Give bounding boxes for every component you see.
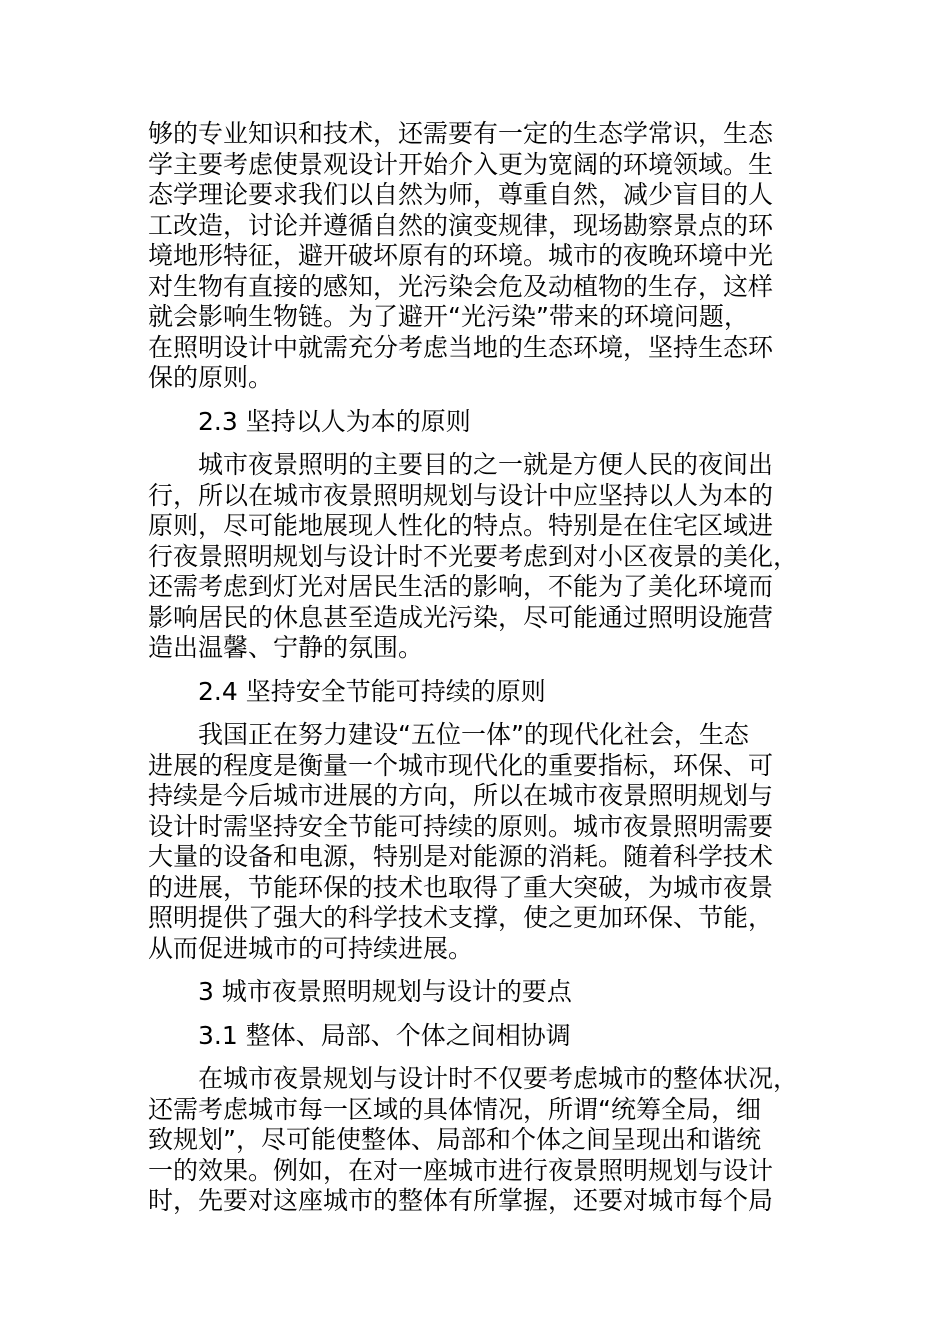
paragraph-ecology — [148, 119, 798, 394]
paragraph-people-oriented — [148, 450, 798, 664]
text-line: 一的效果。例如，在对一座城市进行夜景照明规划与设计 — [148, 1155, 774, 1185]
text-line: 够的专业知识和技术，还需要有一定的生态学常识，生态 — [148, 119, 774, 148]
text-line: 照明提供了强大的科学技术支撑，使之更加环保、节能， — [148, 903, 774, 932]
section-heading-2-3: 2.3 坚持以人为本的原则 — [198, 406, 471, 436]
text-line: 原则，尽可能地展现人性化的特点。特别是在住宅区域进 — [148, 511, 774, 540]
text-line: 态学理论要求我们以自然为师，尊重自然，减少盲目的人 — [148, 180, 774, 209]
text-line: 还需考虑城市每一区域的具体情况，所谓“统筹全局，细 — [148, 1094, 761, 1124]
text-line: 工改造，讨论并遵循自然的演变规律，现场勘察景点的环 — [148, 210, 774, 240]
document-page — [148, 119, 798, 1230]
text-line: 时，先要对这座城市的整体有所掌握，还要对城市每个局 — [148, 1186, 774, 1215]
text-line: 我国正在努力建设“五位一体”的现代化社会，生态 — [198, 720, 749, 749]
text-line: 的进展，节能环保的技术也取得了重大突破，为城市夜景 — [148, 872, 774, 902]
text-line: 设计时需坚持安全节能可持续的原则。城市夜景照明需要 — [148, 811, 774, 841]
text-line: 就会影响生物链。为了避开“光污染”带来的环境问题， — [148, 302, 749, 331]
text-line: 保的原则。 — [148, 363, 274, 392]
text-line: 在城市夜景规划与设计时不仅要考虑城市的整体状况， — [198, 1064, 799, 1093]
text-line: 行，所以在城市夜景照明规划与设计中应坚持以人为本的 — [148, 480, 774, 510]
paragraph-sustainability — [148, 720, 798, 964]
section-heading-3: 3 城市夜景照明规划与设计的要点 — [198, 977, 572, 1006]
paragraph-coordination — [148, 1064, 798, 1217]
text-line: 对生物有直接的感知，光污染会危及动植物的生存，这样 — [148, 271, 774, 301]
section-heading-3-1: 3.1 整体、局部、个体之间相协调 — [198, 1020, 571, 1050]
text-line: 造出温馨、宁静的氛围。 — [148, 633, 424, 662]
section-heading-2-4: 2.4 坚持安全节能可持续的原则 — [198, 676, 546, 706]
text-line: 境地形特征，避开破坏原有的环境。城市的夜晚环境中光 — [148, 241, 774, 270]
text-line: 致规划”，尽可能使整体、局部和个体之间呈现出和谐统 — [148, 1125, 761, 1154]
text-line: 从而促进城市的可持续进展。 — [148, 933, 474, 963]
text-line: 行夜景照明规划与设计时不光要考虑到对小区夜景的美化， — [148, 541, 799, 571]
text-line: 大量的设备和电源，特别是对能源的消耗。随着科学技术 — [148, 842, 774, 871]
text-line: 影响居民的休息甚至造成光污染，尽可能通过照明设施营 — [148, 602, 774, 632]
text-line: 城市夜景照明的主要目的之一就是方便人民的夜间出 — [198, 450, 774, 479]
text-line: 学主要考虑使景观设计开始介入更为宽阔的环境领域。生 — [148, 149, 774, 179]
text-line: 还需考虑到灯光对居民生活的影响，不能为了美化环境而 — [148, 572, 774, 601]
text-line: 在照明设计中就需充分考虑当地的生态环境，坚持生态环 — [148, 332, 774, 362]
text-line: 持续是今后城市进展的方向，所以在城市夜景照明规划与 — [148, 781, 774, 810]
text-line: 进展的程度是衡量一个城市现代化的重要指标，环保、可 — [148, 750, 774, 780]
